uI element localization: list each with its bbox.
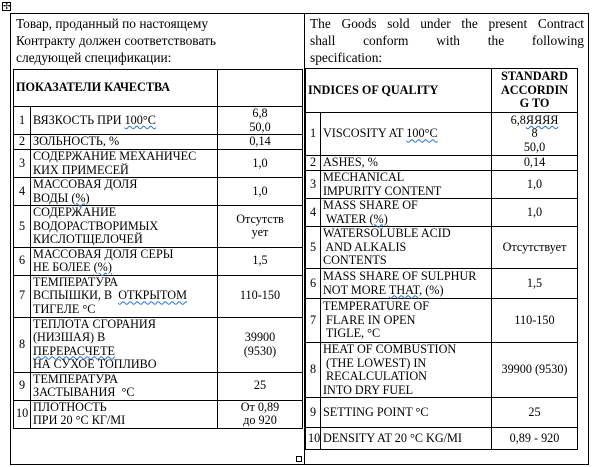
english-intro: [305, 14, 588, 66]
indicator-name-line: МАССОВАЯ ДОЛЯ СЕРЫ: [33, 246, 174, 261]
table-row: [14, 107, 303, 135]
indicator-name-line: [33, 345, 215, 359]
table-row: [306, 398, 578, 428]
standard-value: [218, 150, 303, 178]
table-row: [306, 171, 578, 199]
intro-line: следующей спецификации:: [16, 50, 172, 65]
indicator-name-line: ВСПЫШКИ, В ОТКРЫТОМ: [33, 288, 187, 303]
row-number: 1: [306, 113, 321, 156]
standard-value: [492, 428, 578, 450]
indicator-name-line: МАССОВАЯ ДОЛЯ: [33, 177, 138, 191]
standard-value: [218, 107, 303, 135]
indicator-name-line: КИСЛОТЩЕЛОЧЕЙ: [33, 232, 143, 246]
indicator-name-line: AND ALKALIS: [323, 239, 407, 254]
indicator-name-line: TIGLE, °C: [323, 326, 381, 341]
spellcheck-underline: ПЕРЕРАСЧЕТЕ: [33, 343, 115, 358]
indicator-name-line: ТЕМПЕРАТУРА: [33, 371, 119, 386]
table-row: [306, 428, 578, 450]
table-row: [306, 299, 578, 343]
standard-header: [218, 70, 303, 107]
indicator-name: [31, 372, 218, 400]
standard-value: [492, 156, 578, 171]
english-column: [305, 14, 589, 465]
standard-value-line: 110-150: [239, 288, 281, 303]
standard-value-line: Отсутствует: [502, 239, 567, 254]
russian-intro: [11, 14, 304, 66]
standard-value-line: 1,0: [252, 183, 268, 198]
standard-value-line: 6,8ЯЯЯЯ: [510, 112, 559, 127]
row-number: 2: [14, 135, 31, 150]
indicator-name: [31, 178, 218, 206]
row-number: 4: [306, 199, 321, 227]
spellcheck-underline: 100°С: [124, 112, 156, 127]
standard-value: [218, 400, 303, 428]
standard-value-line: От 0,89: [240, 399, 280, 414]
indicator-name-line: HEAT OF COMBUSTION: [323, 342, 457, 356]
russian-spec-table: [13, 69, 303, 429]
indicator-name: [31, 206, 218, 248]
contract-bilingual-table: [10, 13, 589, 465]
standard-value: [218, 178, 303, 206]
standard-value-line: 8: [531, 126, 538, 141]
row-number: 5: [14, 206, 31, 248]
row-number: 7: [14, 275, 31, 317]
row-number: 7: [306, 299, 321, 343]
indicator-name: [321, 227, 492, 269]
table-row: [14, 275, 303, 317]
standard-value-line: 39900: [244, 330, 276, 344]
standard-value-line: ует: [251, 225, 269, 240]
table-row: [14, 400, 303, 428]
table-row: [306, 343, 578, 398]
spellcheck-underline: THAT: [388, 282, 420, 297]
spellcheck-underline: ЯЯЯЯ: [525, 112, 559, 127]
indicator-name-line: ЗАСТЫВАНИЯ °С: [33, 385, 135, 399]
table-row: [14, 150, 303, 178]
indicator-name-line: RECALCULATION: [323, 369, 427, 383]
standard-value-line: 0,89 - 920: [509, 430, 560, 445]
standard-value: [218, 372, 303, 400]
indicator-name-line: ASHES, %: [323, 155, 378, 170]
row-number: 10: [14, 400, 31, 428]
indicator-name-line: MASS SHARE OF SULPHUR: [323, 269, 477, 283]
standard-value: [492, 299, 578, 343]
indicator-name-line: ТИГЕЛЕ °С: [33, 301, 96, 316]
table-row: [306, 199, 578, 227]
indicator-name-line: NOT MORE THAT, (%): [323, 282, 444, 297]
spellcheck-underline: 100°C: [406, 126, 438, 141]
standard-value: [492, 343, 578, 398]
row-number: 6: [14, 247, 31, 275]
indicator-name-line: ВОДОРАСТВОРИМЫХ: [33, 218, 159, 233]
standard-value-line: 39900 (9530): [501, 362, 568, 377]
indicator-name-line: INTO DRY FUEL: [323, 382, 414, 397]
indicator-name-line: CONTENTS: [323, 253, 387, 268]
indicator-name: [321, 113, 492, 156]
standard-value-line: 50,0: [249, 119, 271, 134]
indicator-name-line: TEMPERATURE OF: [323, 299, 429, 314]
row-number: 1: [14, 107, 31, 135]
indicator-name-line: MECHANICAL: [323, 170, 405, 184]
standard-value-line: (9530): [243, 343, 277, 358]
indicator-name-line: ЗОЛЬНОСТЬ, %: [33, 134, 120, 149]
row-number: 9: [14, 372, 31, 400]
standard-value: [218, 247, 303, 275]
table-move-handle-icon[interactable]: ✢: [3, 2, 11, 12]
standard-value-line: 1,0: [526, 176, 543, 191]
indicator-name: [31, 275, 218, 317]
spellcheck-underline: (%): [71, 190, 90, 205]
indicator-name: [31, 400, 218, 428]
standard-value-line: 25: [528, 404, 541, 419]
standard-value: [218, 135, 303, 150]
standard-header: [492, 69, 578, 113]
table-row: [306, 227, 578, 269]
indicator-name-line: НЕ БОЛЕЕ (%): [33, 260, 112, 274]
intro-line: specification:: [310, 50, 383, 65]
intro-line: Контракту должен соответствовать: [16, 33, 217, 48]
indicator-name: [321, 269, 492, 299]
indicator-name: [31, 247, 218, 275]
indicator-name-line: СОДЕРЖАНИЕ МЕХАНИЧЕС: [33, 149, 197, 163]
indicator-name: [321, 398, 492, 428]
indicator-name-line: VISCOSITY AT 100°C: [323, 126, 438, 141]
spec-header-row: [306, 69, 578, 113]
standard-value-line: Отсутств: [236, 211, 284, 226]
indicator-name-line: ВОДЫ (%): [33, 190, 90, 205]
row-number: 9: [306, 398, 321, 428]
indices-header: ПОКАЗАТЕЛИ КАЧЕСТВА: [14, 70, 218, 107]
indicator-name-line: WATER (%): [323, 211, 388, 226]
table-row: [306, 113, 578, 156]
intro-line: Товар, проданный по настоящему: [16, 16, 209, 31]
standard-value: [492, 227, 578, 269]
row-number: 5: [306, 227, 321, 269]
indicator-name: [31, 317, 218, 372]
indicator-name: [321, 171, 492, 199]
row-number: 2: [306, 156, 321, 171]
table-row: [14, 247, 303, 275]
standard-value: [492, 398, 578, 428]
standard-value-line: 110-150: [514, 312, 555, 327]
row-number: 3: [306, 171, 321, 199]
row-number: 10: [306, 428, 321, 450]
indicator-name: [31, 135, 218, 150]
spellcheck-underline: ОТКРЫТОМ: [118, 288, 187, 303]
indices-header: INDICES OF QUALITY: [306, 69, 492, 113]
indicator-name-line: FLARE IN OPEN: [323, 312, 416, 327]
indicator-name-line: КИХ ПРИМЕСЕЙ: [33, 162, 129, 177]
standard-value: [218, 317, 303, 372]
standard-header-line: ACCORDIN: [500, 82, 569, 97]
indicator-name-line: ВЯЗКОСТЬ ПРИ 100°С: [33, 112, 156, 127]
table-row: [14, 178, 303, 206]
row-number: 6: [306, 269, 321, 299]
standard-value-line: 25: [253, 378, 267, 393]
standard-value-line: 0,14: [523, 155, 546, 170]
indicator-name-line: ПЛОТНОСТЬ: [33, 399, 107, 414]
indicator-name: [321, 156, 492, 171]
russian-column: [11, 14, 305, 465]
table-row: [306, 156, 578, 171]
standard-value: [492, 171, 578, 199]
table-resize-handle-icon[interactable]: [296, 456, 302, 462]
standard-header-line: STANDARD: [501, 69, 568, 84]
row-number: 4: [14, 178, 31, 206]
standard-value: [218, 206, 303, 248]
standard-value-line: 1,0: [252, 155, 268, 170]
spellcheck-underline: (%): [93, 260, 112, 274]
table-row: [14, 372, 303, 400]
intro-line: shall conform with the following: [310, 33, 584, 48]
table-row: [14, 135, 303, 150]
indicator-name-line: DENSITY AT 20 °C KG/MI: [323, 430, 462, 445]
table-row: [14, 317, 303, 372]
standard-value-line: 6,8: [252, 106, 268, 120]
indicator-name-line: MASS SHARE OF: [323, 198, 418, 212]
standard-header-line: G TO: [519, 96, 550, 111]
indicator-name: [321, 199, 492, 227]
indicator-name-line: (THE LOWEST) IN: [323, 355, 427, 370]
standard-value: [218, 275, 303, 317]
indicator-name-line: ТЕПЛОТА СГОРАНИЯ: [33, 316, 156, 331]
indicator-name-line: (НИЗШАЯ) В: [33, 330, 106, 344]
indicator-name: [321, 299, 492, 343]
table-row: [306, 269, 578, 299]
english-spec-table: [305, 68, 578, 450]
table-row: [14, 206, 303, 248]
standard-value-line: 1,0: [526, 204, 543, 219]
indicator-name: [321, 343, 492, 398]
indicator-name-line: СОДЕРЖАНИЕ: [33, 205, 117, 219]
row-number: 8: [306, 343, 321, 398]
indicator-name-line: SETTING POINT °C: [323, 404, 429, 419]
standard-value-line: 0,14: [249, 134, 271, 149]
indicator-name-line: ТЕМПЕРАТУРА: [33, 274, 119, 289]
indicator-name: [321, 428, 492, 450]
standard-value-line: 1,5: [252, 253, 268, 268]
spec-header-row: [14, 70, 303, 107]
row-number: 3: [14, 150, 31, 178]
indicator-name-line: ПРИ 20 °С КГ/МI: [33, 413, 126, 427]
standard-value: [492, 113, 578, 156]
indicator-name-line: WATERSOLUBLE ACID: [323, 226, 451, 241]
row-number: 8: [14, 317, 31, 372]
intro-line: The Goods sold under the present Contract: [310, 16, 584, 31]
indicator-name: [31, 107, 218, 135]
standard-value: [492, 199, 578, 227]
indicator-name-line: НА СУХОЕ ТОПЛИВО: [33, 357, 157, 371]
indicator-name: [31, 150, 218, 178]
standard-value-line: 1,5: [526, 275, 543, 290]
standard-value-line: 50,0: [523, 139, 546, 154]
standard-value: [492, 269, 578, 299]
spellcheck-underline: (%): [369, 211, 388, 226]
indicator-name-line: IMPURITY CONTENT: [323, 183, 442, 198]
standard-value-line: до 920: [243, 413, 277, 427]
